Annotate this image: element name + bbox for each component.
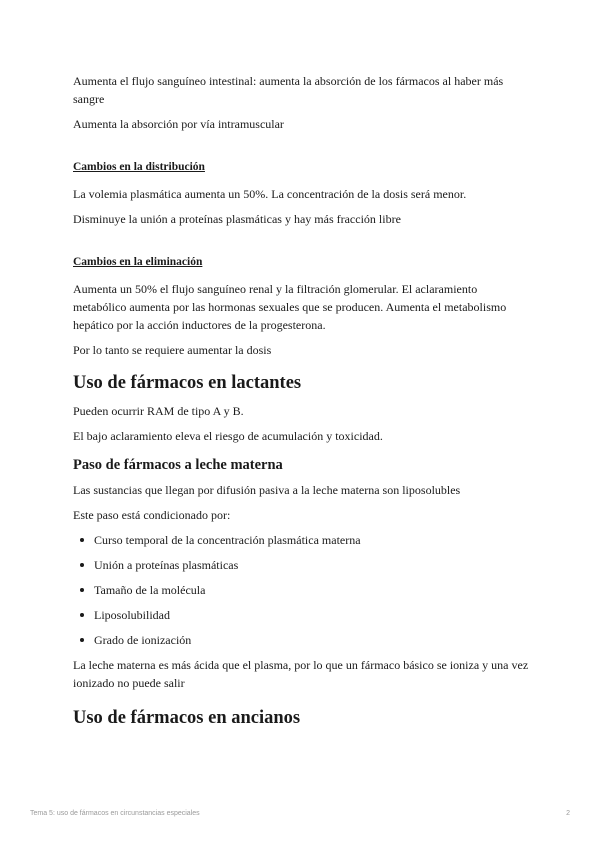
paragraph: Disminuye la unión a proteínas plasmáticas y hay más fracción libre (73, 212, 401, 226)
paragraph: Aumenta el flujo sanguíneo intestinal: aumenta la absorción de los fármacos al haber más sangre (73, 74, 504, 106)
page-number: 2 (566, 810, 570, 817)
page-footer (30, 810, 570, 817)
factors-list (73, 531, 533, 649)
paragraph: El bajo aclaramiento eleva el riesgo de acumulación y toxicidad. (73, 429, 383, 443)
paragraph: Por lo tanto se requiere aumentar la dosis (73, 343, 272, 357)
list-item: Curso temporal de la concentración plasmática materna (73, 531, 533, 549)
heading-lactantes: Uso de fármacos en lactantes (73, 373, 302, 393)
bullet-icon (80, 638, 84, 642)
list-item: Tamaño de la molécula (73, 581, 533, 599)
paragraph: Aumenta un 50% el flujo sanguíneo renal y la filtración glomerular. El aclaramiento metabólico aumenta por las hormonas sexuales que se producen. Aumenta el metabolismo hepático por la acción inductores de la progesterona. (73, 282, 507, 332)
bullet-icon (80, 613, 84, 617)
paragraph: La leche materna es más ácida que el plasma, por lo que un fármaco básico se ioniza y una vez ionizado no puede salir (73, 658, 529, 690)
document-page (73, 72, 533, 737)
bullet-icon (80, 588, 84, 592)
footer-title: Tema 5: uso de fármacos en circunstancias especiales (30, 810, 200, 817)
paragraph: Este paso está condicionado por: (73, 508, 231, 522)
section-title-eliminacion: Cambios en la eliminación (73, 256, 203, 268)
paragraph: La volemia plasmática aumenta un 50%. La concentración de la dosis será menor. (73, 187, 467, 201)
list-item: Unión a proteínas plasmáticas (73, 556, 533, 574)
paragraph: Aumenta la absorción por vía intramuscular (73, 117, 284, 131)
section-title-distribucion: Cambios en la distribución (73, 161, 205, 173)
paragraph: Las sustancias que llegan por difusión pasiva a la leche materna son liposolubles (73, 483, 461, 497)
bullet-icon (80, 563, 84, 567)
paragraph: Pueden ocurrir RAM de tipo A y B. (73, 404, 244, 418)
list-item: Liposolubilidad (73, 606, 533, 624)
heading-ancianos: Uso de fármacos en ancianos (73, 708, 301, 728)
list-item: Grado de ionización (73, 631, 533, 649)
bullet-icon (80, 538, 84, 542)
subheading-leche-materna: Paso de fármacos a leche materna (73, 457, 283, 473)
